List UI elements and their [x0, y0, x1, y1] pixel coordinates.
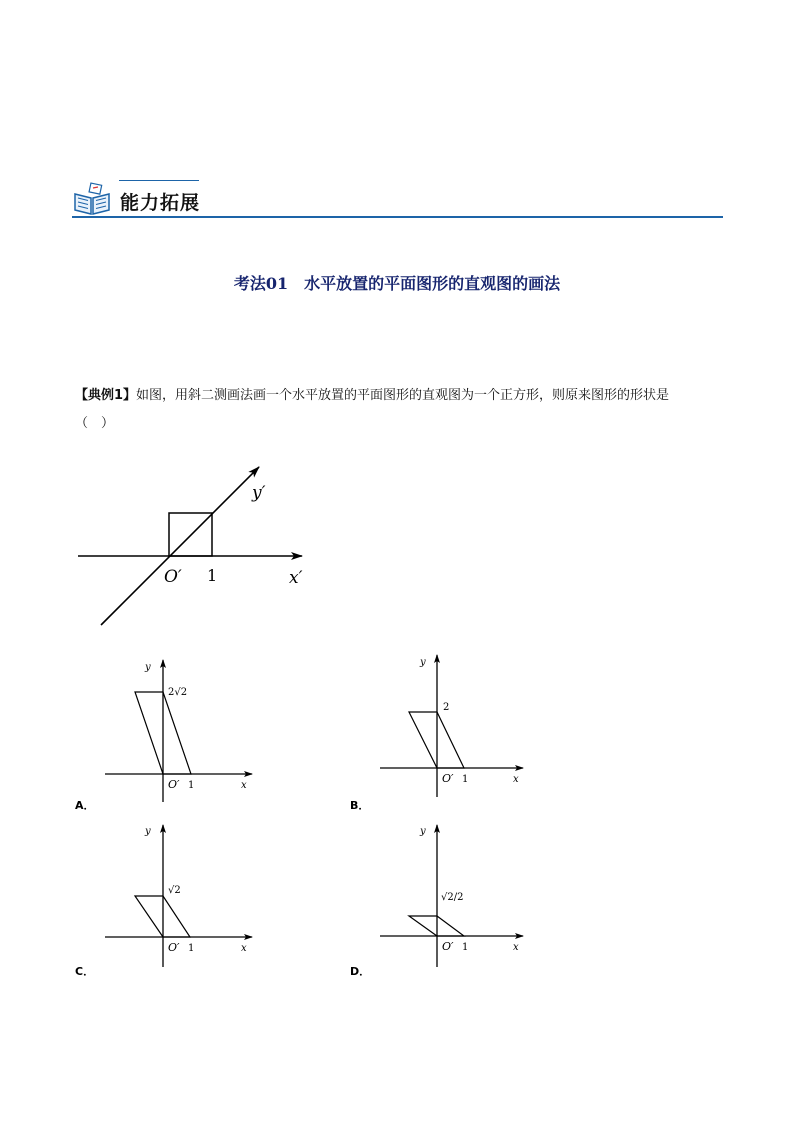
option-b-figure — [375, 650, 535, 800]
option-b-y-label: y — [420, 657, 426, 668]
main-origin-label: O′ — [164, 567, 182, 587]
main-figure — [70, 460, 320, 635]
main-tick-label: 1 — [207, 566, 218, 585]
option-b-height-label: 2 — [443, 702, 450, 713]
option-b-tick-label: 1 — [462, 774, 469, 785]
option-d-label[interactable]: D． — [350, 965, 371, 978]
option-a-height-label: 2√2 — [168, 687, 188, 698]
option-a-origin-label: O′ — [168, 778, 180, 791]
option-c-figure — [100, 820, 260, 970]
question-text — [75, 382, 725, 438]
answer-blank: （ ） — [75, 416, 115, 431]
option-d-height-label: √2/2 — [441, 892, 464, 903]
section-title: 考法01 水平放置的平面图形的直观图的画法 — [233, 274, 561, 293]
option-c-tick-label: 1 — [188, 943, 195, 954]
option-d-y-label: y — [420, 826, 426, 837]
option-c-origin-label: O′ — [168, 941, 180, 954]
y-prime-axis — [101, 467, 259, 625]
option-c-x-label: x — [241, 943, 247, 954]
main-y-label: y′ — [252, 483, 266, 503]
option-b-label[interactable]: B． — [350, 799, 370, 812]
option-d-origin-label: O′ — [442, 940, 454, 953]
option-c-label[interactable]: C． — [75, 965, 95, 978]
header-divider — [72, 216, 723, 218]
option-d-figure — [375, 820, 535, 970]
option-d-x-label: x — [513, 942, 519, 953]
option-a-x-label: x — [241, 780, 247, 791]
option-c-height-label: √2 — [168, 885, 181, 896]
option-a-figure — [100, 655, 260, 805]
option-d-tick-label: 1 — [462, 942, 469, 953]
option-a-y-label: y — [145, 662, 151, 673]
question-tag: 【典例1】 — [75, 388, 137, 403]
open-book-icon — [72, 182, 112, 216]
option-a-tick-label: 1 — [188, 780, 195, 791]
question-body: 如图，用斜二测画法画一个水平放置的平面图形的直观图为一个正方形，则原来图形的形状是 — [136, 388, 670, 403]
option-c-y-label: y — [145, 826, 151, 837]
header-title: 能力拓展 — [120, 192, 201, 214]
header-top-rule — [119, 180, 199, 181]
main-x-label: x′ — [289, 568, 303, 588]
option-a-label[interactable]: A． — [75, 799, 95, 812]
option-b-origin-label: O′ — [442, 772, 454, 785]
section-header — [72, 178, 723, 220]
option-b-x-label: x — [513, 774, 519, 785]
